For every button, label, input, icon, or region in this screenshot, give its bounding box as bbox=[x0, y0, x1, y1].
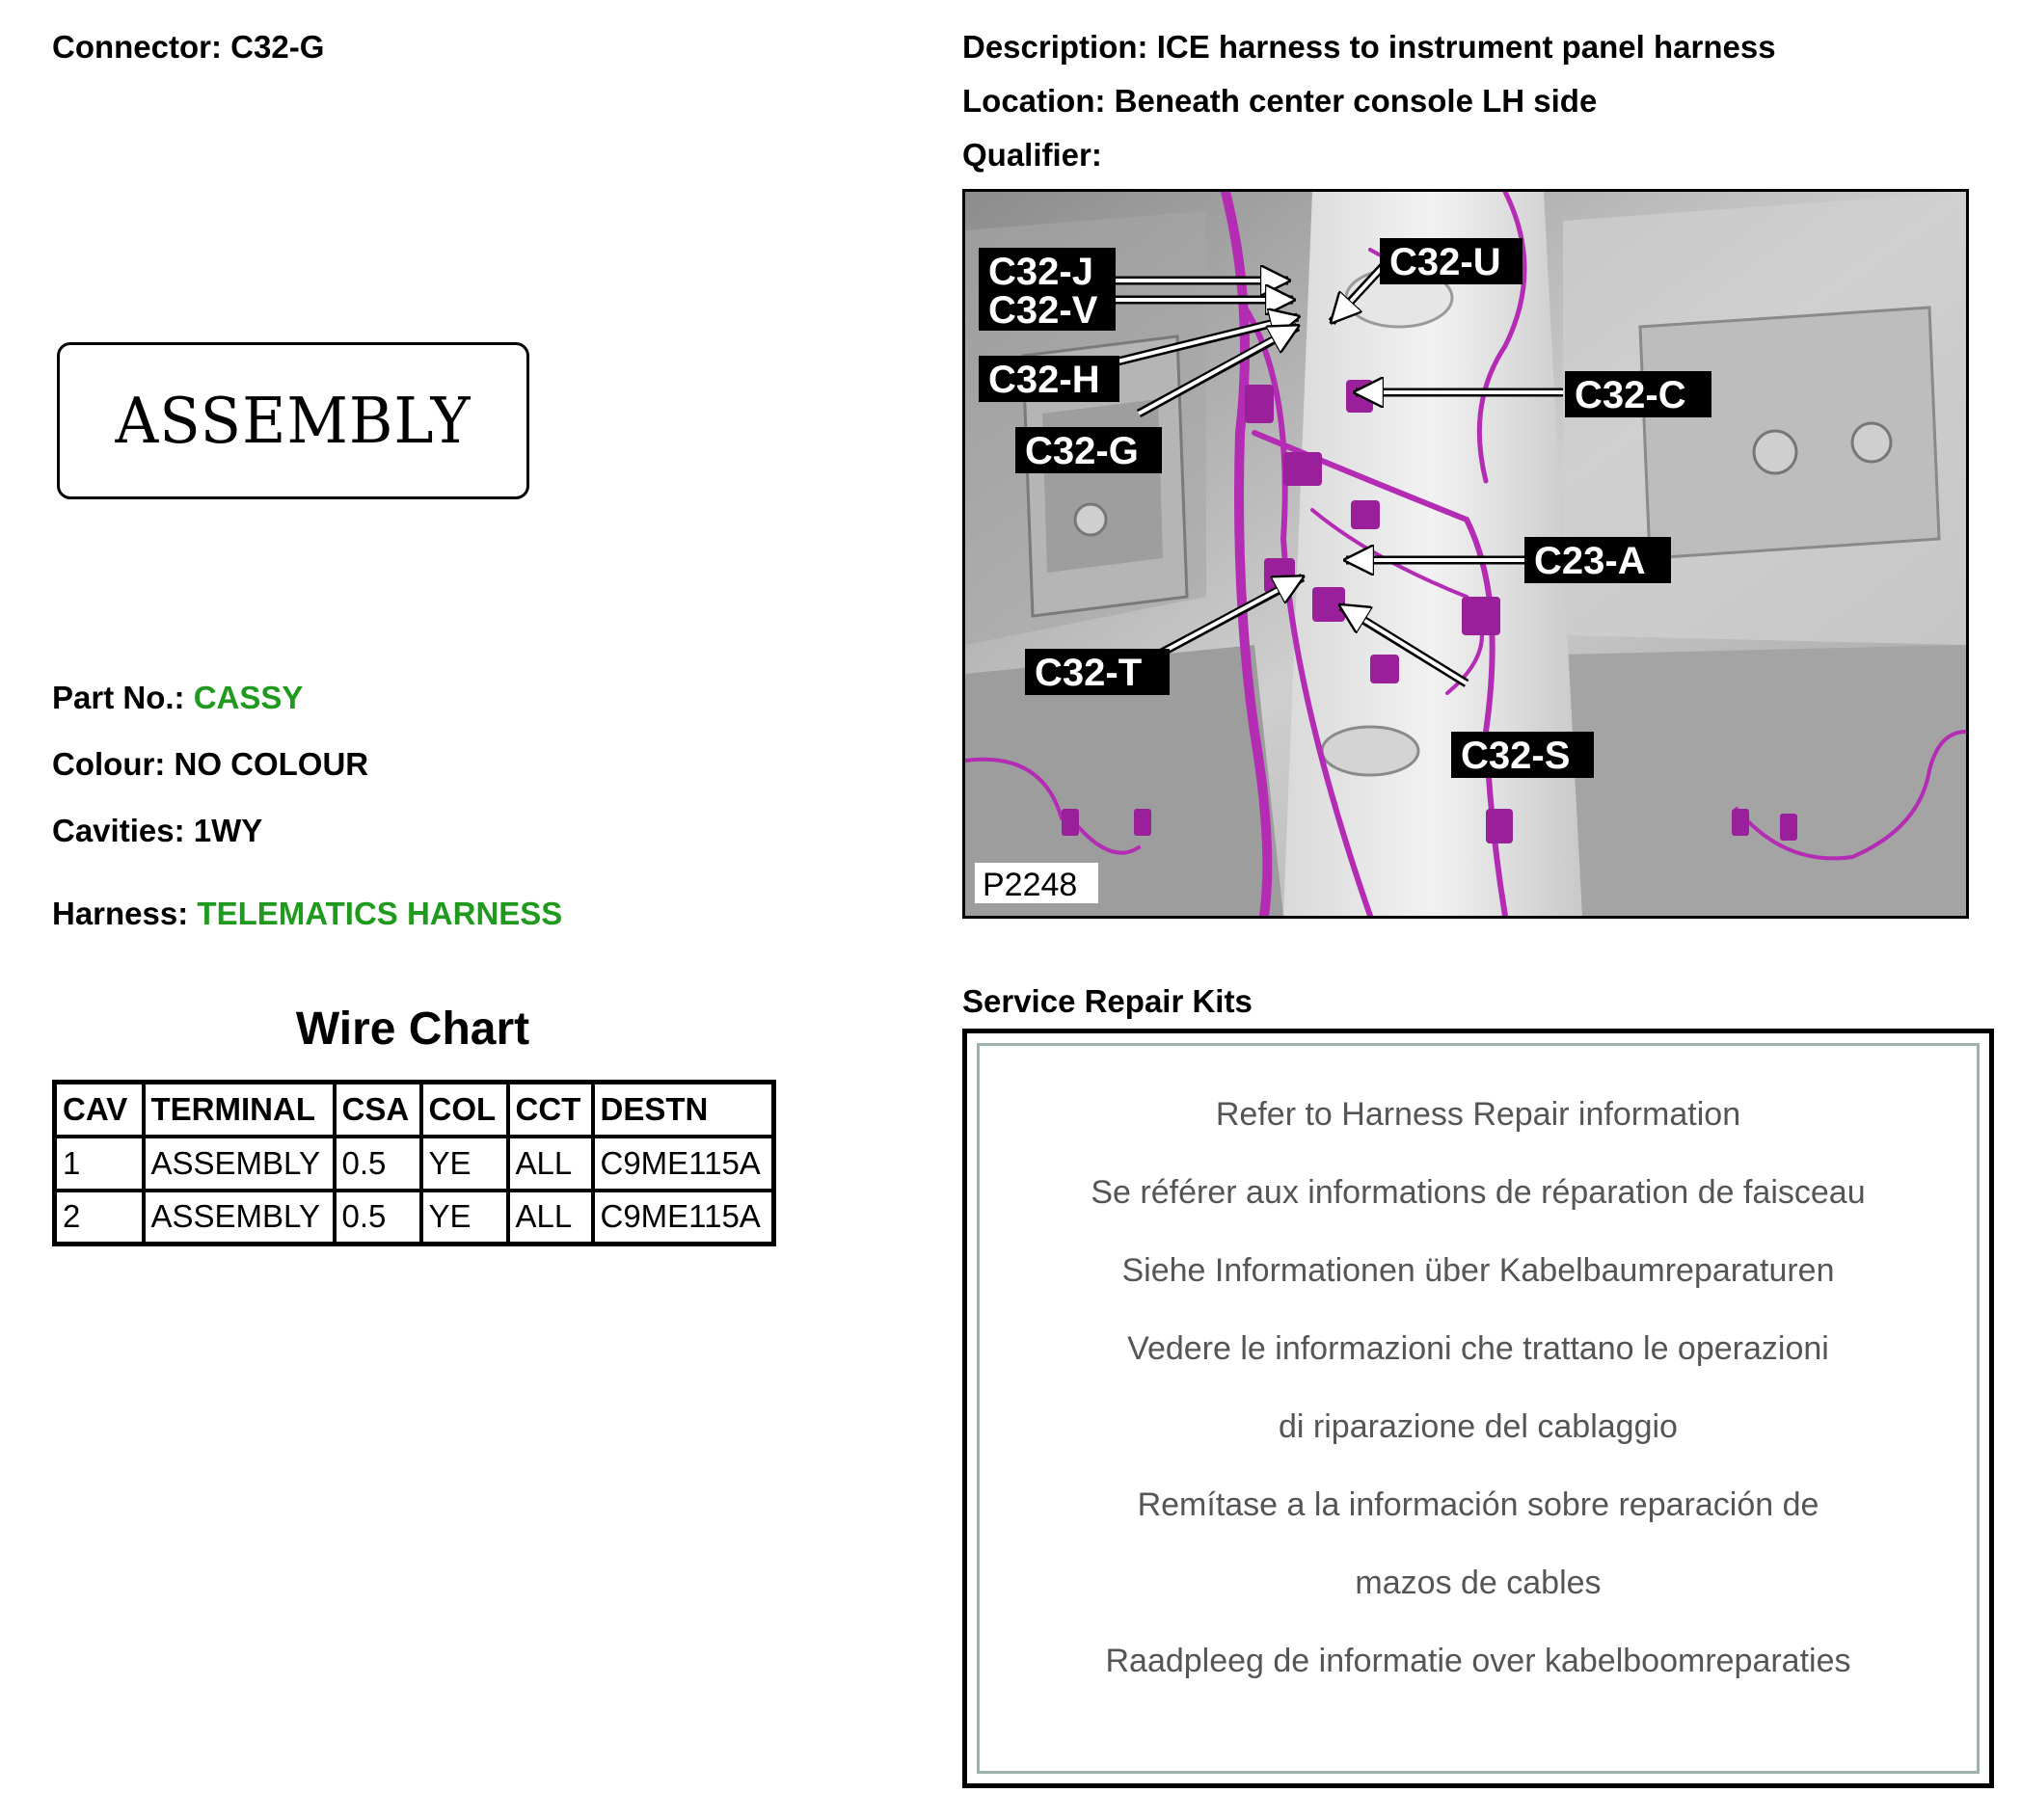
colour-label: Colour: bbox=[52, 746, 166, 782]
colour-field bbox=[52, 746, 368, 783]
harness-field bbox=[52, 896, 562, 932]
cell-cct: ALL bbox=[508, 1137, 593, 1191]
cell-csa: 0.5 bbox=[335, 1137, 421, 1191]
cell-destn: C9ME115A bbox=[593, 1137, 774, 1191]
connector-field bbox=[52, 29, 324, 66]
callout-c32-s: C32-S bbox=[1461, 735, 1571, 777]
callout-c23-a: C23-A bbox=[1534, 540, 1646, 582]
header-cav: CAV bbox=[55, 1083, 144, 1137]
header-destn: DESTN bbox=[593, 1083, 774, 1137]
kit-line: Refer to Harness Repair information bbox=[1215, 1096, 1741, 1133]
location-label: Location: bbox=[962, 83, 1106, 119]
callout-c32-c: C32-C bbox=[1575, 374, 1686, 416]
part-no-label: Part No.: bbox=[52, 680, 185, 715]
wire-chart-header-row bbox=[55, 1083, 774, 1137]
wire-chart-table bbox=[52, 1080, 776, 1246]
assembly-box bbox=[57, 342, 529, 499]
figure-id: P2248 bbox=[983, 867, 1078, 903]
cell-col: YE bbox=[421, 1137, 508, 1191]
cell-terminal: ASSEMBLY bbox=[144, 1137, 335, 1191]
description-field bbox=[962, 29, 1776, 66]
callout-c32-h: C32-H bbox=[988, 359, 1100, 401]
harness-value: TELEMATICS HARNESS bbox=[197, 896, 563, 931]
table-row bbox=[55, 1191, 774, 1245]
description-value: ICE harness to instrument panel harness bbox=[1156, 29, 1776, 65]
harness-label: Harness: bbox=[52, 896, 189, 931]
part-no-value: CASSY bbox=[193, 680, 304, 715]
kit-line: Remítase a la información sobre reparación de bbox=[1137, 1486, 1819, 1523]
description-label: Description: bbox=[962, 29, 1148, 65]
header-col: COL bbox=[421, 1083, 508, 1137]
kit-line: Siehe Informationen über Kabelbaumreparaturen bbox=[1121, 1252, 1835, 1289]
header-cct: CCT bbox=[508, 1083, 593, 1137]
header-terminal: TERMINAL bbox=[144, 1083, 335, 1137]
location-value: Beneath center console LH side bbox=[1114, 83, 1598, 119]
callout-c32-v: C32-V bbox=[988, 289, 1098, 332]
figure-svg bbox=[965, 192, 1966, 916]
cavities-field bbox=[52, 813, 262, 849]
service-repair-kits-inner bbox=[977, 1043, 1980, 1774]
cell-destn: C9ME115A bbox=[593, 1191, 774, 1245]
part-no-field bbox=[52, 680, 303, 716]
assembly-box-text: ASSEMBLY bbox=[115, 384, 472, 458]
kit-line: Se référer aux informations de réparation de faisceau bbox=[1091, 1174, 1866, 1211]
qualifier-label: Qualifier: bbox=[962, 137, 1102, 173]
colour-value: NO COLOUR bbox=[174, 746, 369, 782]
table-row bbox=[55, 1137, 774, 1191]
kit-line: mazos de cables bbox=[1355, 1565, 1602, 1601]
header-csa: CSA bbox=[335, 1083, 421, 1137]
connector-label: Connector: bbox=[52, 29, 222, 65]
cell-csa: 0.5 bbox=[335, 1191, 421, 1245]
kit-line: Raadpleeg de informatie over kabelboomreparaties bbox=[1105, 1643, 1851, 1679]
connector-value: C32-G bbox=[230, 29, 325, 65]
callout-c32-g: C32-G bbox=[1025, 430, 1139, 472]
connector-location-figure bbox=[962, 189, 1969, 919]
callout-c32-u: C32-U bbox=[1389, 241, 1501, 283]
kit-line: Vedere le informazioni che trattano le operazioni bbox=[1127, 1330, 1829, 1367]
location-field bbox=[962, 83, 1597, 120]
qualifier-field bbox=[962, 137, 1102, 174]
cell-col: YE bbox=[421, 1191, 508, 1245]
wire-chart-title: Wire Chart bbox=[295, 1004, 530, 1055]
cell-cct: ALL bbox=[508, 1191, 593, 1245]
service-repair-kits-title: Service Repair Kits bbox=[962, 983, 1253, 1019]
cavities-value: 1WY bbox=[193, 813, 263, 848]
service-repair-kits-box bbox=[962, 1029, 1994, 1788]
cavities-label: Cavities: bbox=[52, 813, 185, 848]
cell-terminal: ASSEMBLY bbox=[144, 1191, 335, 1245]
cell-cav: 1 bbox=[55, 1137, 144, 1191]
callout-c32-t: C32-T bbox=[1035, 652, 1143, 694]
cell-cav: 2 bbox=[55, 1191, 144, 1245]
kit-line: di riparazione del cablaggio bbox=[1279, 1408, 1678, 1445]
callout-c32-j: C32-J bbox=[988, 251, 1093, 293]
